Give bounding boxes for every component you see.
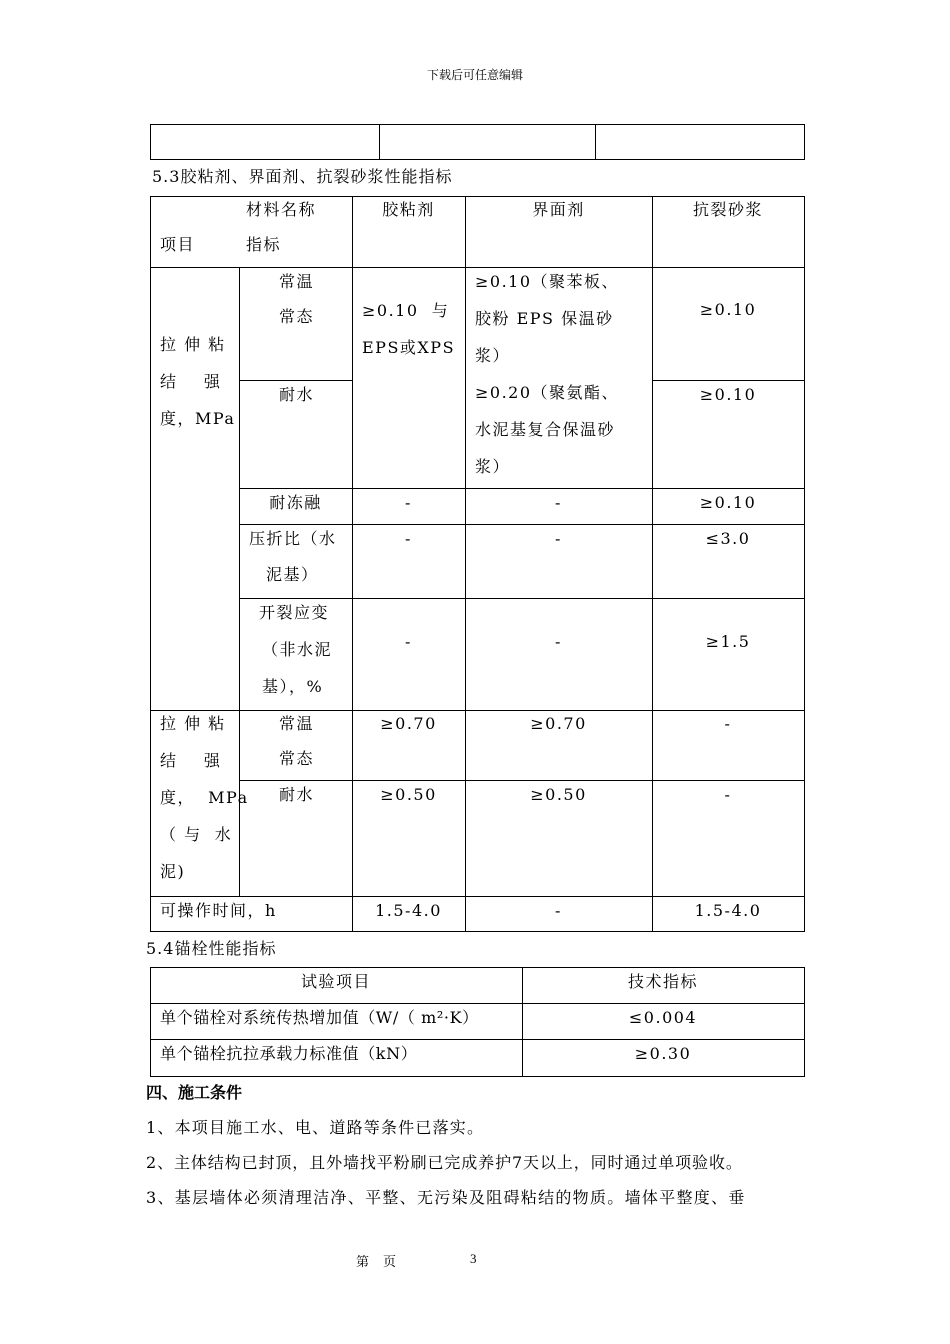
group2-label-line3: 度， MPa [160, 788, 249, 807]
section-5-4-title: 5.4锚栓性能指标 [146, 939, 277, 958]
crack-label-line2: （非水泥 [262, 640, 333, 659]
group1-interface-line1: ≥0.10（聚苯板、 [475, 272, 620, 291]
group2-label-line5: 泥) [160, 862, 186, 881]
paragraph-3: 3、基层墙体必须清理洁净、平整、无污染及阻碍粘结的物质。墙体平整度、垂 [146, 1188, 746, 1207]
group1-normal-line2: 常态 [279, 307, 315, 326]
footer-di: 第 [356, 1255, 370, 1270]
group1-normal-line1: 常温 [279, 272, 315, 291]
group1-interface-line3: 浆） [475, 346, 511, 365]
freeze-mortar: ≥0.10 [699, 493, 757, 512]
group1-interface-line4: ≥0.20（聚氨酯、 [475, 383, 620, 402]
group2-label-line2: 结 强 [160, 751, 222, 770]
header-indicator: 指标 [246, 235, 282, 254]
group2-normal-line1: 常温 [279, 714, 315, 733]
compress-glue: - [405, 529, 412, 548]
page-header: 下载后可任意编辑 [426, 68, 523, 82]
crack-glue: - [405, 632, 412, 651]
compress-label-line1: 压折比（水 [249, 529, 337, 548]
table-5-4-row-item: 单个锚栓对系统传热增加值（W/（ m²·K） [160, 1008, 479, 1027]
group1-mortar-normal: ≥0.10 [699, 300, 757, 319]
table-5-4-header-indicator: 技术指标 [627, 972, 698, 991]
operate-mortar: 1.5-4.0 [694, 901, 762, 920]
group2-normal-line2: 常态 [279, 749, 315, 768]
header-mortar: 抗裂砂浆 [692, 200, 763, 219]
group2-glue-normal: ≥0.70 [380, 714, 437, 733]
group1-interface-line5: 水泥基复合保温砂 [475, 420, 616, 439]
group1-interface-line6: 浆） [475, 457, 511, 476]
crack-mortar: ≥1.5 [705, 632, 751, 651]
crack-label-line1: 开裂应变 [259, 603, 330, 622]
group1-water: 耐水 [279, 385, 315, 404]
group1-label-line2: 结 强 [160, 372, 222, 391]
group1-label-line3: 度，MPa [160, 409, 236, 428]
header-glue: 胶粘剂 [382, 200, 435, 219]
group2-mortar-water: - [724, 785, 732, 804]
footer-ye: 页 [383, 1255, 397, 1270]
group2-interface-water: ≥0.50 [530, 785, 587, 804]
freeze-label: 耐冻融 [269, 493, 322, 512]
group1-glue-line1: ≥0.10 与 [362, 301, 450, 320]
section-4-title: 四、施工条件 [146, 1083, 243, 1102]
operate-label: 可操作时间，h [160, 901, 277, 920]
table-5-4-row-value: ≥0.30 [634, 1044, 692, 1063]
section-5-3-title: 5.3胶粘剂、界面剂、抗裂砂浆性能指标 [152, 167, 453, 186]
operate-glue: 1.5-4.0 [375, 901, 442, 920]
paragraph-2: 2、主体结构已封顶，且外墙找平粉刷已完成养护7天以上，同时通过单项验收。 [146, 1153, 743, 1172]
group1-glue-line2: EPS或XPS [362, 338, 456, 357]
table-5-4-header-item: 试验项目 [300, 972, 371, 991]
header-material-name: 材料名称 [246, 200, 317, 219]
crack-label-line3: 基），% [262, 677, 324, 696]
table-5-4-row-item: 单个锚栓抗拉承载力标准值（kN） [160, 1044, 418, 1063]
group1-mortar-water: ≥0.10 [699, 385, 757, 404]
paragraph-1: 1、本项目施工水、电、道路等条件已落实。 [146, 1118, 485, 1137]
group2-mortar-normal: - [724, 714, 732, 733]
header-interface: 界面剂 [532, 200, 585, 219]
freeze-interface: - [555, 493, 562, 512]
page-number: 3 [470, 1251, 477, 1266]
group2-glue-water: ≥0.50 [380, 785, 437, 804]
table-5-4-row-value: ≤0.004 [628, 1008, 698, 1027]
group2-label-line1: 拉 伸 粘 [160, 714, 226, 733]
group2-water: 耐水 [279, 785, 315, 804]
group2-interface-normal: ≥0.70 [530, 714, 587, 733]
compress-mortar: ≤3.0 [705, 529, 751, 548]
compress-label-line2: 泥基） [266, 565, 319, 584]
header-item: 项目 [160, 235, 196, 254]
compress-interface: - [555, 529, 562, 548]
operate-interface: - [555, 901, 562, 920]
freeze-glue: - [405, 493, 412, 512]
group1-label-line1: 拉 伸 粘 [160, 335, 226, 354]
crack-interface: - [555, 632, 562, 651]
group2-label-line4: （ 与 水 [160, 825, 233, 844]
group1-interface-line2: 胶粉 EPS 保温砂 [475, 309, 614, 328]
